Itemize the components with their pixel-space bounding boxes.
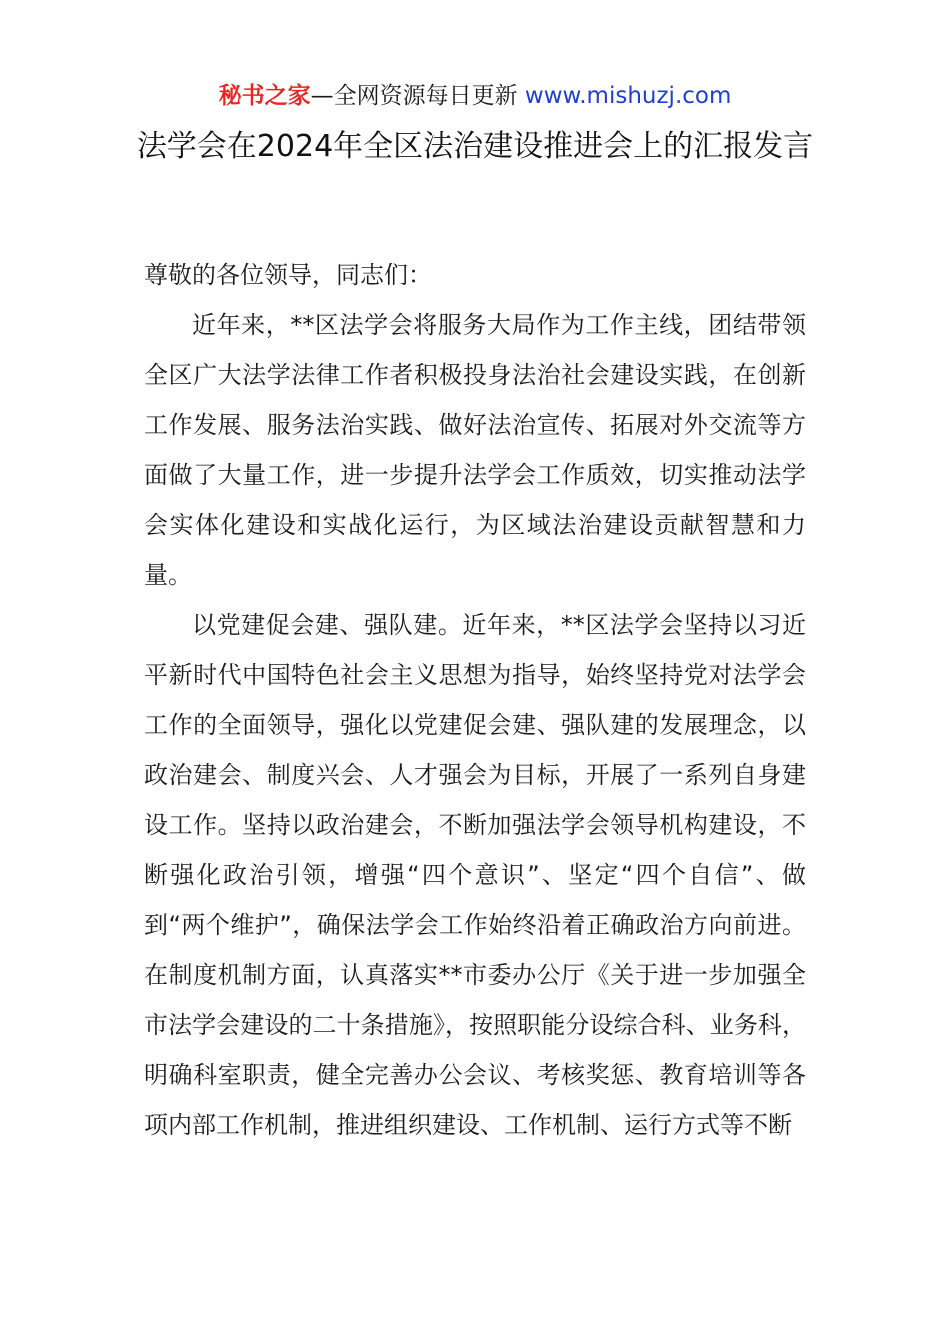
header-tagline: 全网资源每日更新: [333, 83, 525, 109]
paragraph-party-building: 以党建促会建、强队建。近年来，**区法学会坚持以习近平新时代中国特色社会主义思想为指导，始终坚持党对法学会工作的全面领导，强化以党建促会建、强队建的发展理念，以政治建会、制度兴会、人才强会为目标，开展了一系列自身建设工作。坚持以政治建会，不断加强法学会领导机构建设，不断强化政治引领，增强“四个意识”、坚定“四个自信”、做到“两个维护”，确保法学会工作始终沿着正确政治方向前进。在制度机制方面，认真落实**市委办公厅《关于进一步加强全市法学会建设的二十条措施》，按照职能分设综合科、业务科，明确科室职责，健全完善办公会议、考核奖惩、教育培训等各项内部工作机制，推进组织建设、工作机制、运行方式等不断: [144, 611, 806, 1139]
document-body: [144, 250, 806, 1150]
site-header: [0, 80, 950, 112]
site-url-link[interactable]: www.mishuzj.com: [524, 83, 732, 109]
paragraph-intro: 近年来，**区法学会将服务大局作为工作主线，团结带领全区广大法学法律工作者积极投身法治社会建设实践，在创新工作发展、服务法治实践、做好法治宣传、拓展对外交流等方面做了大量工作，进一步提升法学会工作质效，切实推动法学会实体化建设和实战化运行，为区域法治建设贡献智慧和力量。: [144, 311, 806, 589]
salutation: 尊敬的各位领导，同志们：: [144, 261, 432, 289]
brand-name: 秘书之家: [218, 83, 311, 109]
header-dash: —: [310, 83, 334, 109]
document-title: 法学会在2024年全区法治建设推进会上的汇报发言: [136, 129, 814, 164]
